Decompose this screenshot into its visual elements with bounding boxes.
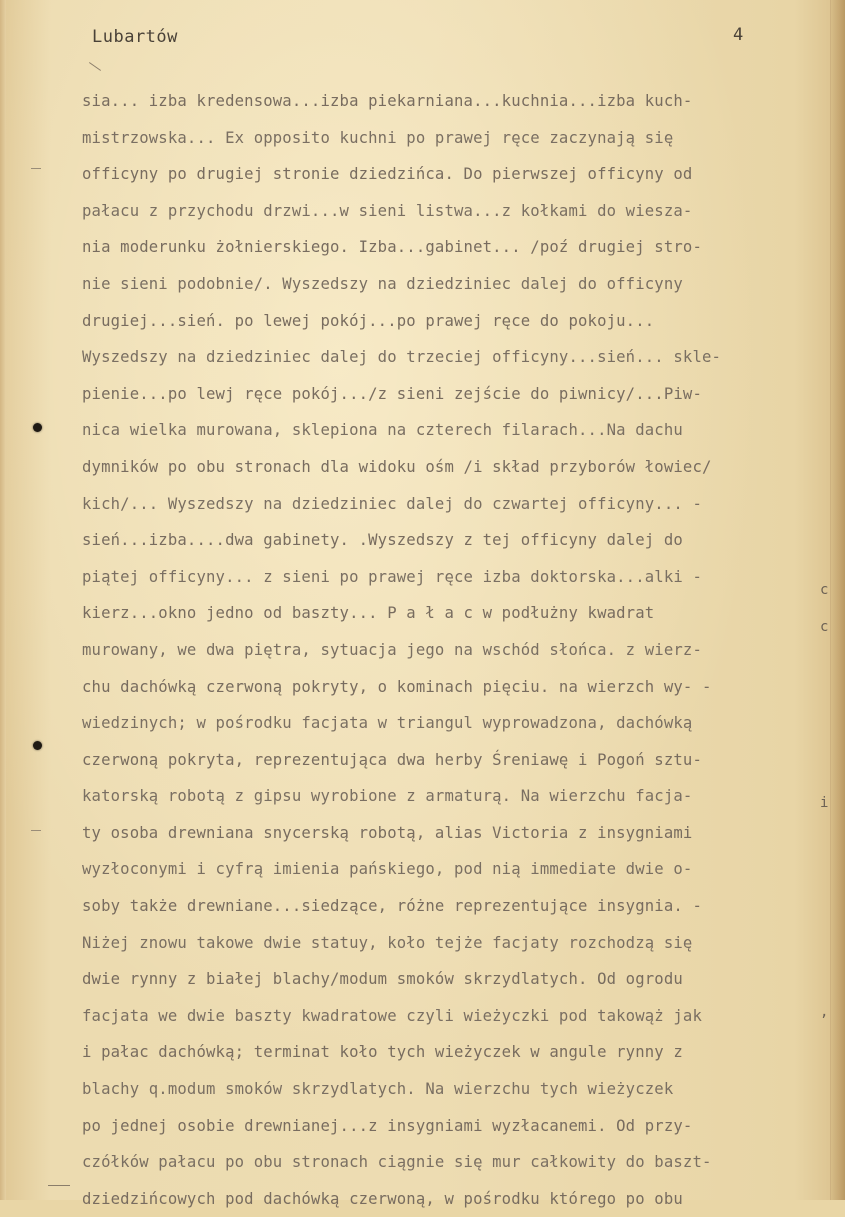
text-line: soby także drewniane...siedzące, różne reprezentujące insygnia. -: [82, 897, 702, 916]
margin-tick: [31, 830, 41, 831]
typewritten-body: [82, 83, 822, 1217]
page-number: 4: [733, 25, 744, 45]
text-line: mistrzowska... Ex opposito kuchni po prawej ręce zaczynają się: [82, 128, 674, 147]
text-line: Niżej znowu takowe dwie statuy, koło tejże facjaty rozchodzą się: [82, 933, 693, 952]
text-line: katorską robotą z gipsu wyrobione z armaturą. Na wierzchu facja-: [82, 787, 693, 806]
text-line: kierz...okno jedno od baszty... P a ł a c w podłużny kwadrat: [82, 604, 655, 623]
paper-right-edge: [830, 0, 845, 1200]
bottom-margin-rule: [48, 1185, 70, 1186]
punch-hole-top: [33, 423, 42, 432]
text-line: nia moderunku żołnierskiego. Izba...gabinet... /poź drugiej stro-: [82, 238, 702, 257]
text-line: chu dachówką czerwoną pokryty, o kominach pięciu. na wierzch wy- -: [82, 677, 712, 696]
page-header-place: Lubartów: [92, 27, 178, 47]
text-line: sień...izba....dwa gabinety. .Wyszedszy z tej officyny dalej do: [82, 531, 683, 550]
text-line: piątej officyny... z sieni po prawej ręce izba doktorska...alki -: [82, 567, 702, 586]
margin-tick: [31, 168, 41, 169]
text-line: sia... izba kredensowa...izba piekarniana...kuchnia...izba kuch-: [82, 92, 693, 110]
text-line: facjata we dwie baszty kwadratowe czyli wieżyczki pod takowąż jak: [82, 1006, 702, 1025]
text-line: officyny po drugiej stronie dziedzińca. Do pierwszej officyny od: [82, 165, 693, 184]
text-line: dziedzińcowych pod dachówką czerwoną, w pośrodku którego po obu: [82, 1189, 683, 1208]
text-line: i pałac dachówką; terminat koło tych wieżyczek w angule rynny z: [82, 1043, 683, 1062]
right-margin-mark: c: [820, 619, 829, 635]
text-line: drugiej...sień. po lewej pokój...po prawej ręce do pokoju...: [82, 311, 655, 330]
text-line: czółków pałacu po obu stronach ciągnie się mur całkowity do baszt-: [82, 1153, 712, 1172]
text-line: ty osoba drewniana snycerską robotą, alias Victoria z insygniami: [82, 823, 693, 842]
text-line: pałacu z przychodu drzwi...w sieni listwa...z kołkami do wiesza-: [82, 201, 693, 220]
text-line: nie sieni podobnie/. Wyszedszy na dziedziniec dalej do officyny: [82, 274, 683, 293]
right-margin-mark: i: [820, 795, 829, 811]
paper-left-edge: [0, 0, 6, 1200]
punch-hole-bottom: [33, 741, 42, 750]
text-line: dwie rynny z białej blachy/modum smoków skrzydlatych. Od ogrodu: [82, 970, 683, 989]
text-line: nica wielka murowana, sklepiona na czterech filarach...Na dachu: [82, 421, 683, 440]
text-line: pienie...po lewj ręce pokój.../z sieni zejście do piwnicy/...Piw-: [82, 384, 702, 403]
text-line: blachy q.modum smoków skrzydlatych. Na wierzchu tych wieżyczek: [82, 1080, 674, 1099]
text-line: wiedzinych; w pośrodku facjata w triangul wyprowadzona, dachówką: [82, 714, 693, 733]
text-line: po jednej osobie drewnianej...z insygniami wyzłacanemi. Od przy-: [82, 1116, 693, 1135]
text-line: Wyszedszy na dziedziniec dalej do trzeciej officyny...sień... skle-: [82, 348, 722, 367]
right-margin-mark: ,: [820, 1004, 829, 1020]
text-line: murowany, we dwa piętra, sytuacja jego na wschód słońca. z wierz-: [82, 640, 702, 659]
text-line: czerwoną pokryta, reprezentująca dwa herby Śreniawę i Pogoń sztu-: [82, 750, 702, 769]
header-tick-mark: [89, 62, 101, 71]
right-margin-mark: c: [820, 582, 829, 598]
text-line: kich/... Wyszedszy na dziedziniec dalej do czwartej officyny... -: [82, 494, 702, 513]
text-line: wyzłoconymi i cyfrą imienia pańskiego, pod nią immediate dwie o-: [82, 860, 693, 879]
text-line: dymników po obu stronach dla widoku ośm /i skład przyborów łowiec/: [82, 457, 712, 476]
